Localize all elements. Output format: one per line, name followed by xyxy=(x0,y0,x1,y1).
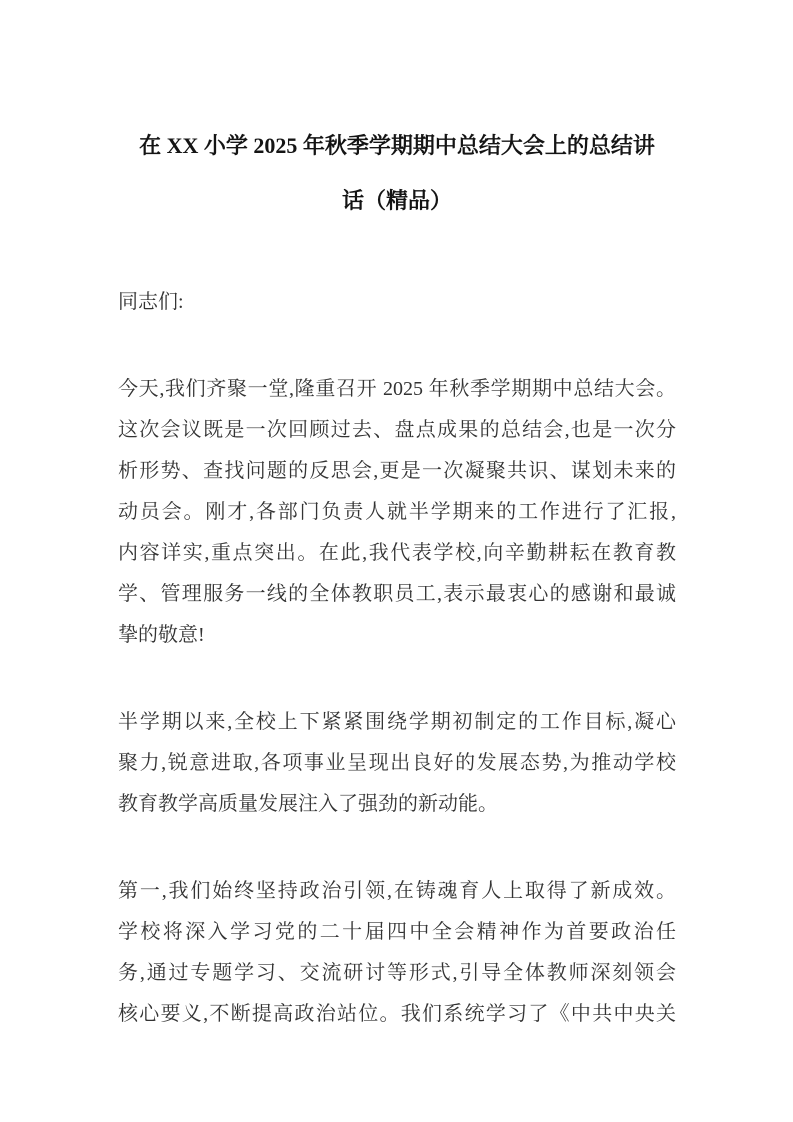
text-line: 第一,我们始终坚持政治引领,在铸魂育人上取得了新成效。 xyxy=(118,880,676,902)
text-line: 学校将深入学习党的二十届四中全会精神作为首要政治任 xyxy=(118,921,676,943)
title-line: 话（精品） xyxy=(341,188,452,213)
text-line: 聚力,锐意进取,各项事业呈现出良好的发展态势,为推动学校 xyxy=(118,752,676,774)
paragraph xyxy=(118,871,676,1035)
document-body xyxy=(118,282,676,1035)
paragraph xyxy=(118,369,676,656)
text-line: 内容详实,重点突出。在此,我代表学校,向辛勤耕耘在教育教 xyxy=(118,542,676,564)
text-line: 今天,我们齐聚一堂,隆重召开 2025 年秋季学期期中总结大会。 xyxy=(118,378,676,400)
text-line: 半学期以来,全校上下紧紧围绕学期初制定的工作目标,凝心 xyxy=(118,711,676,733)
paragraph xyxy=(118,702,676,825)
text-line: 核心要义,不断提高政治站位。我们系统学习了《中共中央关 xyxy=(118,1003,676,1025)
text-line: 挚的敬意! xyxy=(118,624,205,646)
text-line: 学、管理服务一线的全体教职员工,表示最衷心的感谢和最诚 xyxy=(118,583,676,605)
text-line: 动员会。刚才,各部门负责人就半学期来的工作进行了汇报, xyxy=(118,501,676,523)
text-line: 这次会议既是一次回顾过去、盘点成果的总结会,也是一次分 xyxy=(118,419,676,441)
text-line: 务,通过专题学习、交流研讨等形式,引导全体教师深刻领会 xyxy=(118,962,676,984)
text-line: 教育教学高质量发展注入了强劲的新动能。 xyxy=(118,793,498,815)
title-line: 在 XX 小学 2025 年秋季学期期中总结大会上的总结讲 xyxy=(139,133,655,158)
document-title xyxy=(118,118,676,228)
paragraph xyxy=(118,282,676,323)
text-line: 同志们: xyxy=(118,291,184,313)
text-line: 析形势、查找问题的反思会,更是一次凝聚共识、谋划未来的 xyxy=(118,460,676,482)
